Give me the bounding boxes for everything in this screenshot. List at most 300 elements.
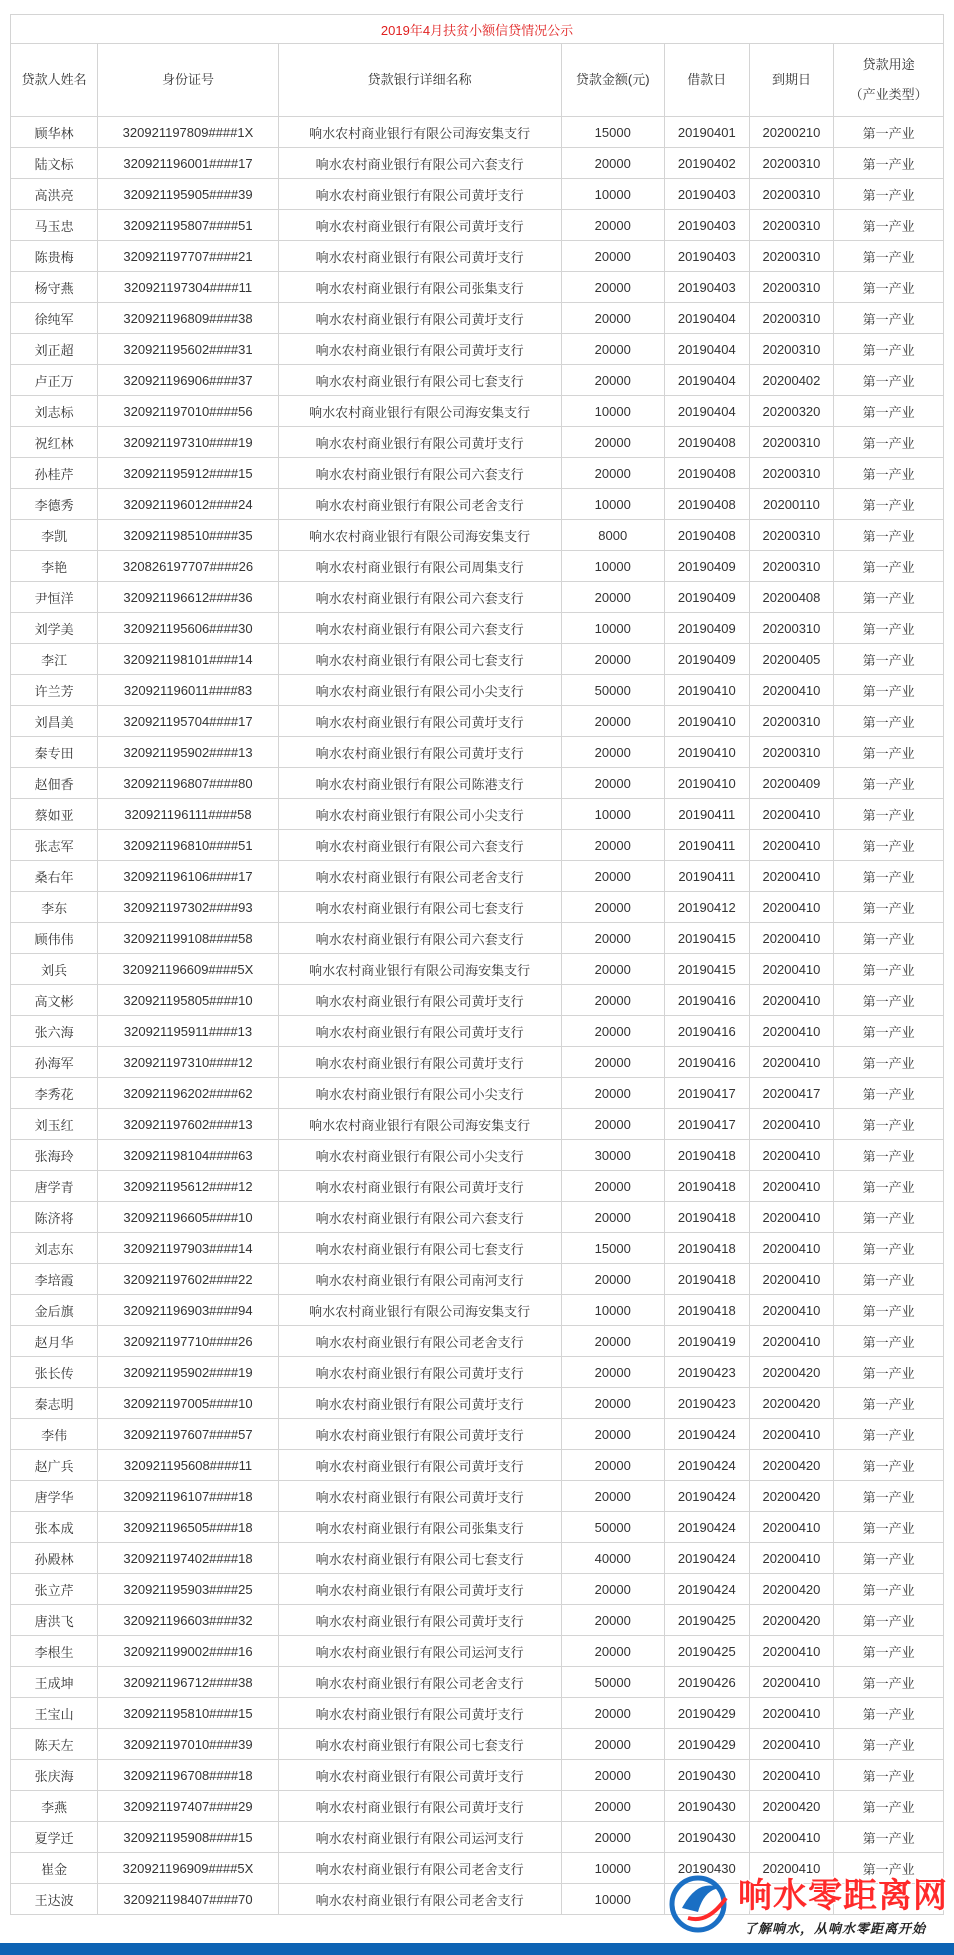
cell-loan-date: 20190408 — [664, 458, 749, 489]
cell-borrower-name: 高文彬 — [11, 985, 98, 1016]
table-row — [11, 117, 944, 148]
table-row — [11, 1047, 944, 1078]
cell-loan-usage: 第一产业 — [834, 892, 944, 923]
cell-due-date: 20200210 — [749, 117, 834, 148]
cell-id-number: 320921198101####14 — [98, 644, 279, 675]
cell-loan-usage: 第一产业 — [834, 272, 944, 303]
cell-bank-name: 响水农村商业银行有限公司张集支行 — [278, 1512, 561, 1543]
cell-loan-usage: 第一产业 — [834, 737, 944, 768]
cell-borrower-name: 张本成 — [11, 1512, 98, 1543]
cell-bank-name: 响水农村商业银行有限公司黄圩支行 — [278, 1481, 561, 1512]
cell-borrower-name: 张立芹 — [11, 1574, 98, 1605]
table-row — [11, 1605, 944, 1636]
cell-borrower-name: 刘昌美 — [11, 706, 98, 737]
cell-loan-amount: 20000 — [561, 1481, 664, 1512]
table-row — [11, 179, 944, 210]
cell-borrower-name: 李伟 — [11, 1419, 98, 1450]
cell-borrower-name: 孙桂芹 — [11, 458, 98, 489]
cell-loan-date: 20190403 — [664, 210, 749, 241]
cell-loan-amount: 20000 — [561, 892, 664, 923]
cell-borrower-name: 许兰芳 — [11, 675, 98, 706]
cell-loan-usage: 第一产业 — [834, 1140, 944, 1171]
cell-due-date: 20200310 — [749, 272, 834, 303]
table-row — [11, 1326, 944, 1357]
cell-bank-name: 响水农村商业银行有限公司黄圩支行 — [278, 1016, 561, 1047]
cell-loan-amount: 20000 — [561, 210, 664, 241]
cell-due-date: 20200410 — [749, 1109, 834, 1140]
cell-bank-name: 响水农村商业银行有限公司黄圩支行 — [278, 427, 561, 458]
header-bank-name: 贷款银行详细名称 — [278, 44, 561, 117]
cell-due-date: 20200410 — [749, 923, 834, 954]
cell-id-number: 320921196111####58 — [98, 799, 279, 830]
cell-loan-usage: 第一产业 — [834, 1357, 944, 1388]
cell-id-number: 320921196011####83 — [98, 675, 279, 706]
table-row — [11, 1729, 944, 1760]
table-row — [11, 1419, 944, 1450]
cell-loan-amount: 10000 — [561, 179, 664, 210]
cell-bank-name: 响水农村商业银行有限公司黄圩支行 — [278, 1419, 561, 1450]
cell-loan-date: 20190418 — [664, 1171, 749, 1202]
cell-id-number: 320921196810####51 — [98, 830, 279, 861]
cell-loan-amount: 20000 — [561, 1450, 664, 1481]
cell-loan-date: 20190424 — [664, 1419, 749, 1450]
cell-loan-usage: 第一产业 — [834, 1326, 944, 1357]
table-row — [11, 1636, 944, 1667]
cell-loan-usage: 第一产业 — [834, 1667, 944, 1698]
cell-due-date: 20200408 — [749, 582, 834, 613]
cell-loan-date: 20190418 — [664, 1264, 749, 1295]
cell-id-number: 320921197005####10 — [98, 1388, 279, 1419]
cell-bank-name: 响水农村商业银行有限公司黄圩支行 — [278, 1760, 561, 1791]
cell-loan-usage: 第一产业 — [834, 582, 944, 613]
table-row — [11, 1016, 944, 1047]
table-row — [11, 706, 944, 737]
cell-loan-amount: 20000 — [561, 1171, 664, 1202]
cell-bank-name: 响水农村商业银行有限公司七套支行 — [278, 1233, 561, 1264]
cell-bank-name: 响水农村商业银行有限公司海安集支行 — [278, 520, 561, 551]
cell-borrower-name: 桑右年 — [11, 861, 98, 892]
cell-borrower-name: 顾华林 — [11, 117, 98, 148]
cell-id-number: 320921195612####12 — [98, 1171, 279, 1202]
cell-due-date: 20200420 — [749, 1605, 834, 1636]
cell-due-date: 20200410 — [749, 1202, 834, 1233]
cell-due-date: 20200410 — [749, 861, 834, 892]
cell-bank-name: 响水农村商业银行有限公司黄圩支行 — [278, 1605, 561, 1636]
cell-loan-date: 20190425 — [664, 1605, 749, 1636]
cell-bank-name: 响水农村商业银行有限公司海安集支行 — [278, 954, 561, 985]
cell-due-date: 20200409 — [749, 768, 834, 799]
cell-loan-date: 20190430 — [664, 1760, 749, 1791]
cell-loan-usage: 第一产业 — [834, 985, 944, 1016]
cell-loan-amount: 10000 — [561, 1853, 664, 1884]
cell-id-number: 320921195704####17 — [98, 706, 279, 737]
cell-loan-amount: 20000 — [561, 1791, 664, 1822]
cell-bank-name: 响水农村商业银行有限公司小尖支行 — [278, 1078, 561, 1109]
cell-loan-amount: 20000 — [561, 1729, 664, 1760]
cell-bank-name: 响水农村商业银行有限公司七套支行 — [278, 644, 561, 675]
cell-loan-usage: 第一产业 — [834, 1481, 944, 1512]
cell-bank-name: 响水农村商业银行有限公司海安集支行 — [278, 1109, 561, 1140]
cell-loan-amount: 50000 — [561, 1667, 664, 1698]
cell-loan-date: 20190426 — [664, 1667, 749, 1698]
cell-id-number: 320921197809####1X — [98, 117, 279, 148]
cell-loan-date: 20190403 — [664, 241, 749, 272]
cell-borrower-name: 刘志标 — [11, 396, 98, 427]
cell-due-date: 20200310 — [749, 303, 834, 334]
table-row — [11, 365, 944, 396]
table-row — [11, 613, 944, 644]
cell-due-date: 20200410 — [749, 985, 834, 1016]
cell-loan-amount: 20000 — [561, 954, 664, 985]
cell-loan-date: 20190401 — [664, 117, 749, 148]
cell-loan-date: 20190410 — [664, 706, 749, 737]
cell-due-date: 20200310 — [749, 427, 834, 458]
cell-borrower-name: 刘学美 — [11, 613, 98, 644]
cell-loan-date: 20190418 — [664, 1233, 749, 1264]
cell-due-date: 20200410 — [749, 1326, 834, 1357]
cell-id-number: 320921195902####13 — [98, 737, 279, 768]
cell-borrower-name: 高洪亮 — [11, 179, 98, 210]
table-row — [11, 799, 944, 830]
cell-loan-usage: 第一产业 — [834, 1543, 944, 1574]
table-title: 2019年4月扶贫小额信贷情况公示 — [11, 15, 944, 44]
cell-loan-amount: 20000 — [561, 768, 664, 799]
footer-bar — [0, 1943, 954, 1955]
cell-id-number: 320921197607####57 — [98, 1419, 279, 1450]
cell-bank-name: 响水农村商业银行有限公司六套支行 — [278, 458, 561, 489]
cell-borrower-name: 李东 — [11, 892, 98, 923]
cell-loan-amount: 50000 — [561, 1512, 664, 1543]
cell-bank-name: 响水农村商业银行有限公司黄圩支行 — [278, 210, 561, 241]
table-row — [11, 241, 944, 272]
cell-loan-amount: 30000 — [561, 1140, 664, 1171]
cell-due-date: 20200410 — [749, 1636, 834, 1667]
cell-loan-date: 20190416 — [664, 985, 749, 1016]
cell-loan-date: 20190404 — [664, 396, 749, 427]
cell-due-date: 20200310 — [749, 210, 834, 241]
cell-bank-name: 响水农村商业银行有限公司黄圩支行 — [278, 179, 561, 210]
cell-due-date: 20200417 — [749, 1078, 834, 1109]
table-row — [11, 1295, 944, 1326]
cell-due-date: 20200320 — [749, 396, 834, 427]
cell-id-number: 320921199002####16 — [98, 1636, 279, 1667]
cell-loan-date: 20190424 — [664, 1512, 749, 1543]
cell-loan-usage: 第一产业 — [834, 1295, 944, 1326]
cell-borrower-name: 杨守燕 — [11, 272, 98, 303]
cell-loan-usage: 第一产业 — [834, 210, 944, 241]
cell-bank-name: 响水农村商业银行有限公司黄圩支行 — [278, 985, 561, 1016]
cell-borrower-name: 刘正超 — [11, 334, 98, 365]
cell-bank-name: 响水农村商业银行有限公司七套支行 — [278, 365, 561, 396]
cell-due-date: 20200410 — [749, 1264, 834, 1295]
cell-id-number: 320921197310####12 — [98, 1047, 279, 1078]
cell-due-date: 20200410 — [749, 1047, 834, 1078]
cell-bank-name: 响水农村商业银行有限公司黄圩支行 — [278, 1574, 561, 1605]
cell-bank-name: 响水农村商业银行有限公司黄圩支行 — [278, 334, 561, 365]
cell-borrower-name: 张志军 — [11, 830, 98, 861]
cell-borrower-name: 刘兵 — [11, 954, 98, 985]
table-row — [11, 1264, 944, 1295]
cell-loan-amount: 20000 — [561, 1047, 664, 1078]
cell-loan-date: 20190418 — [664, 1295, 749, 1326]
cell-loan-date: 20190412 — [664, 892, 749, 923]
cell-due-date: 20200410 — [749, 1667, 834, 1698]
cell-loan-usage: 第一产业 — [834, 1109, 944, 1140]
cell-id-number: 320921197402####18 — [98, 1543, 279, 1574]
cell-loan-amount: 20000 — [561, 427, 664, 458]
cell-loan-usage: 第一产业 — [834, 675, 944, 706]
cell-loan-usage: 第一产业 — [834, 1574, 944, 1605]
cell-borrower-name: 陈济将 — [11, 1202, 98, 1233]
cell-loan-date: 20190424 — [664, 1574, 749, 1605]
table-row — [11, 830, 944, 861]
cell-due-date: 20200410 — [749, 892, 834, 923]
cell-borrower-name: 陆文标 — [11, 148, 98, 179]
table-row — [11, 1109, 944, 1140]
cell-loan-usage: 第一产业 — [834, 458, 944, 489]
cell-due-date: 20200410 — [749, 1419, 834, 1450]
cell-due-date: 20200410 — [749, 1171, 834, 1202]
table-row — [11, 1667, 944, 1698]
cell-loan-date: 20190423 — [664, 1357, 749, 1388]
cell-borrower-name: 秦专田 — [11, 737, 98, 768]
cell-bank-name: 响水农村商业银行有限公司七套支行 — [278, 892, 561, 923]
cell-due-date: 20200410 — [749, 799, 834, 830]
cell-loan-amount: 8000 — [561, 520, 664, 551]
cell-due-date: 20200410 — [749, 830, 834, 861]
cell-loan-date: 20190425 — [664, 1636, 749, 1667]
cell-loan-amount: 20000 — [561, 861, 664, 892]
cell-loan-amount: 10000 — [561, 1884, 664, 1915]
cell-borrower-name: 金后旗 — [11, 1295, 98, 1326]
cell-loan-usage: 第一产业 — [834, 1016, 944, 1047]
cell-loan-amount: 20000 — [561, 303, 664, 334]
cell-borrower-name: 徐纯军 — [11, 303, 98, 334]
cell-id-number: 320921197304####11 — [98, 272, 279, 303]
cell-id-number: 320921197710####26 — [98, 1326, 279, 1357]
cell-id-number: 320921195608####11 — [98, 1450, 279, 1481]
cell-id-number: 320921196906####37 — [98, 365, 279, 396]
cell-borrower-name: 刘志东 — [11, 1233, 98, 1264]
cell-borrower-name: 秦志明 — [11, 1388, 98, 1419]
cell-loan-date: 20190429 — [664, 1698, 749, 1729]
cell-id-number: 320921199108####58 — [98, 923, 279, 954]
cell-loan-usage: 第一产业 — [834, 365, 944, 396]
cell-id-number: 320921196609####5X — [98, 954, 279, 985]
cell-due-date: 20200420 — [749, 1450, 834, 1481]
cell-id-number: 320921197602####22 — [98, 1264, 279, 1295]
cell-loan-amount: 20000 — [561, 1574, 664, 1605]
table-row — [11, 1202, 944, 1233]
cell-loan-usage: 第一产业 — [834, 303, 944, 334]
cell-loan-usage: 第一产业 — [834, 241, 944, 272]
cell-loan-date: 20190404 — [664, 365, 749, 396]
cell-loan-date: 20190430 — [664, 1822, 749, 1853]
header-id-number: 身份证号 — [98, 44, 279, 117]
cell-loan-date: 20190424 — [664, 1450, 749, 1481]
header-loan-usage-sub: （产业类型） — [849, 87, 928, 102]
cell-loan-usage: 第一产业 — [834, 117, 944, 148]
cell-loan-amount: 10000 — [561, 1295, 664, 1326]
header-loan-usage-label: 贷款用途 — [862, 57, 915, 72]
cell-id-number: 320921197310####19 — [98, 427, 279, 458]
cell-borrower-name: 王宝山 — [11, 1698, 98, 1729]
cell-loan-date: 20190417 — [664, 1109, 749, 1140]
cell-bank-name: 响水农村商业银行有限公司七套支行 — [278, 1729, 561, 1760]
table-row — [11, 737, 944, 768]
cell-loan-date: 20190409 — [664, 644, 749, 675]
cell-bank-name: 响水农村商业银行有限公司六套支行 — [278, 923, 561, 954]
cell-loan-amount: 20000 — [561, 365, 664, 396]
cell-due-date: 20200310 — [749, 241, 834, 272]
header-loan-date: 借款日 — [664, 44, 749, 117]
cell-loan-date: 20190411 — [664, 861, 749, 892]
table-row — [11, 1698, 944, 1729]
cell-bank-name: 响水农村商业银行有限公司七套支行 — [278, 1543, 561, 1574]
cell-due-date: 20200310 — [749, 737, 834, 768]
table-row — [11, 582, 944, 613]
table-title-row — [11, 15, 944, 44]
cell-borrower-name: 李培霞 — [11, 1264, 98, 1295]
cell-loan-date: 20190402 — [664, 148, 749, 179]
header-loan-amount: 贷款金额(元) — [561, 44, 664, 117]
cell-loan-amount: 20000 — [561, 334, 664, 365]
cell-loan-usage: 第一产业 — [834, 1078, 944, 1109]
cell-loan-date: 20190404 — [664, 334, 749, 365]
header-borrower-name: 贷款人姓名 — [11, 44, 98, 117]
cell-loan-amount: 10000 — [561, 613, 664, 644]
cell-bank-name: 响水农村商业银行有限公司小尖支行 — [278, 675, 561, 706]
cell-loan-date: 20190430 — [664, 1853, 749, 1884]
table-row — [11, 551, 944, 582]
cell-due-date: 20200410 — [749, 1729, 834, 1760]
table-row — [11, 427, 944, 458]
cell-bank-name: 响水农村商业银行有限公司老舍支行 — [278, 1884, 561, 1915]
header-loan-usage — [834, 44, 944, 117]
table-row — [11, 458, 944, 489]
cell-loan-usage: 第一产业 — [834, 1171, 944, 1202]
cell-loan-amount: 20000 — [561, 1605, 664, 1636]
cell-borrower-name: 陈贵梅 — [11, 241, 98, 272]
cell-borrower-name: 卢正万 — [11, 365, 98, 396]
cell-due-date: 20200410 — [749, 1016, 834, 1047]
cell-id-number: 320921198510####35 — [98, 520, 279, 551]
cell-loan-amount: 20000 — [561, 644, 664, 675]
cell-due-date: 20200410 — [749, 1543, 834, 1574]
cell-bank-name: 响水农村商业银行有限公司黄圩支行 — [278, 737, 561, 768]
cell-due-date: 20200405 — [749, 644, 834, 675]
cell-due-date: 20200410 — [749, 1512, 834, 1543]
cell-loan-amount: 20000 — [561, 1822, 664, 1853]
cell-bank-name: 响水农村商业银行有限公司六套支行 — [278, 148, 561, 179]
cell-due-date: 20200420 — [749, 1574, 834, 1605]
cell-bank-name: 响水农村商业银行有限公司小尖支行 — [278, 1140, 561, 1171]
loan-disclosure-table-wrapper — [10, 14, 944, 1915]
cell-borrower-name: 张长传 — [11, 1357, 98, 1388]
cell-borrower-name: 李艳 — [11, 551, 98, 582]
cell-loan-date: 20190424 — [664, 1481, 749, 1512]
cell-borrower-name: 顾伟伟 — [11, 923, 98, 954]
cell-bank-name: 响水农村商业银行有限公司老舍支行 — [278, 1326, 561, 1357]
cell-loan-amount: 20000 — [561, 1636, 664, 1667]
cell-id-number: 320826197707####26 — [98, 551, 279, 582]
cell-loan-usage: 第一产业 — [834, 799, 944, 830]
table-header-row — [11, 44, 944, 117]
cell-loan-amount: 20000 — [561, 985, 664, 1016]
table-row — [11, 148, 944, 179]
cell-borrower-name: 李凯 — [11, 520, 98, 551]
cell-loan-date: 20190410 — [664, 675, 749, 706]
cell-borrower-name: 李德秀 — [11, 489, 98, 520]
cell-loan-date: 20190419 — [664, 1326, 749, 1357]
cell-id-number: 320921197407####29 — [98, 1791, 279, 1822]
cell-loan-usage: 第一产业 — [834, 179, 944, 210]
cell-bank-name: 响水农村商业银行有限公司黄圩支行 — [278, 1171, 561, 1202]
cell-id-number: 320921196202####62 — [98, 1078, 279, 1109]
cell-id-number: 320921197602####13 — [98, 1109, 279, 1140]
cell-loan-usage: 第一产业 — [834, 1419, 944, 1450]
cell-loan-amount: 20000 — [561, 458, 664, 489]
cell-borrower-name: 张庆海 — [11, 1760, 98, 1791]
cell-id-number: 320921195903####25 — [98, 1574, 279, 1605]
cell-bank-name: 响水农村商业银行有限公司老舍支行 — [278, 1667, 561, 1698]
cell-loan-usage: 第一产业 — [834, 1698, 944, 1729]
cell-loan-date: 20190417 — [664, 1078, 749, 1109]
cell-due-date: 20200310 — [749, 179, 834, 210]
cell-loan-date: 20190409 — [664, 582, 749, 613]
cell-loan-date: 20190408 — [664, 427, 749, 458]
table-row — [11, 1078, 944, 1109]
cell-loan-usage: 第一产业 — [834, 334, 944, 365]
cell-due-date: 20200410 — [749, 1233, 834, 1264]
cell-id-number: 320921196708####18 — [98, 1760, 279, 1791]
cell-id-number: 320921195908####15 — [98, 1822, 279, 1853]
cell-loan-usage: 第一产业 — [834, 1450, 944, 1481]
cell-loan-usage: 第一产业 — [834, 861, 944, 892]
cell-loan-date: 20190408 — [664, 489, 749, 520]
cell-id-number: 320921196909####5X — [98, 1853, 279, 1884]
cell-due-date: 20200402 — [749, 365, 834, 396]
cell-id-number: 320921196807####80 — [98, 768, 279, 799]
cell-bank-name: 响水农村商业银行有限公司黄圩支行 — [278, 1047, 561, 1078]
cell-bank-name: 响水农村商业银行有限公司海安集支行 — [278, 117, 561, 148]
cell-due-date: 20200410 — [749, 954, 834, 985]
table-row — [11, 675, 944, 706]
cell-loan-usage: 第一产业 — [834, 644, 944, 675]
cell-loan-usage: 第一产业 — [834, 489, 944, 520]
cell-loan-usage: 第一产业 — [834, 1853, 944, 1884]
cell-loan-amount: 20000 — [561, 148, 664, 179]
watermark-logo — [668, 1866, 954, 1955]
cell-loan-amount: 20000 — [561, 1760, 664, 1791]
cell-id-number: 320921197903####14 — [98, 1233, 279, 1264]
table-row — [11, 954, 944, 985]
cell-loan-usage: 第一产业 — [834, 1512, 944, 1543]
cell-bank-name: 响水农村商业银行有限公司黄圩支行 — [278, 1388, 561, 1419]
cell-loan-amount: 20000 — [561, 582, 664, 613]
cell-due-date: 20200310 — [749, 706, 834, 737]
table-row — [11, 1791, 944, 1822]
table-row — [11, 210, 944, 241]
cell-due-date: 20200420 — [749, 1481, 834, 1512]
table-row — [11, 1543, 944, 1574]
cell-loan-date: 20190418 — [664, 1140, 749, 1171]
cell-id-number: 320921196012####24 — [98, 489, 279, 520]
cell-due-date: 20200410 — [749, 675, 834, 706]
cell-bank-name: 响水农村商业银行有限公司黄圩支行 — [278, 1698, 561, 1729]
cell-loan-amount: 20000 — [561, 1109, 664, 1140]
cell-loan-amount: 20000 — [561, 1388, 664, 1419]
